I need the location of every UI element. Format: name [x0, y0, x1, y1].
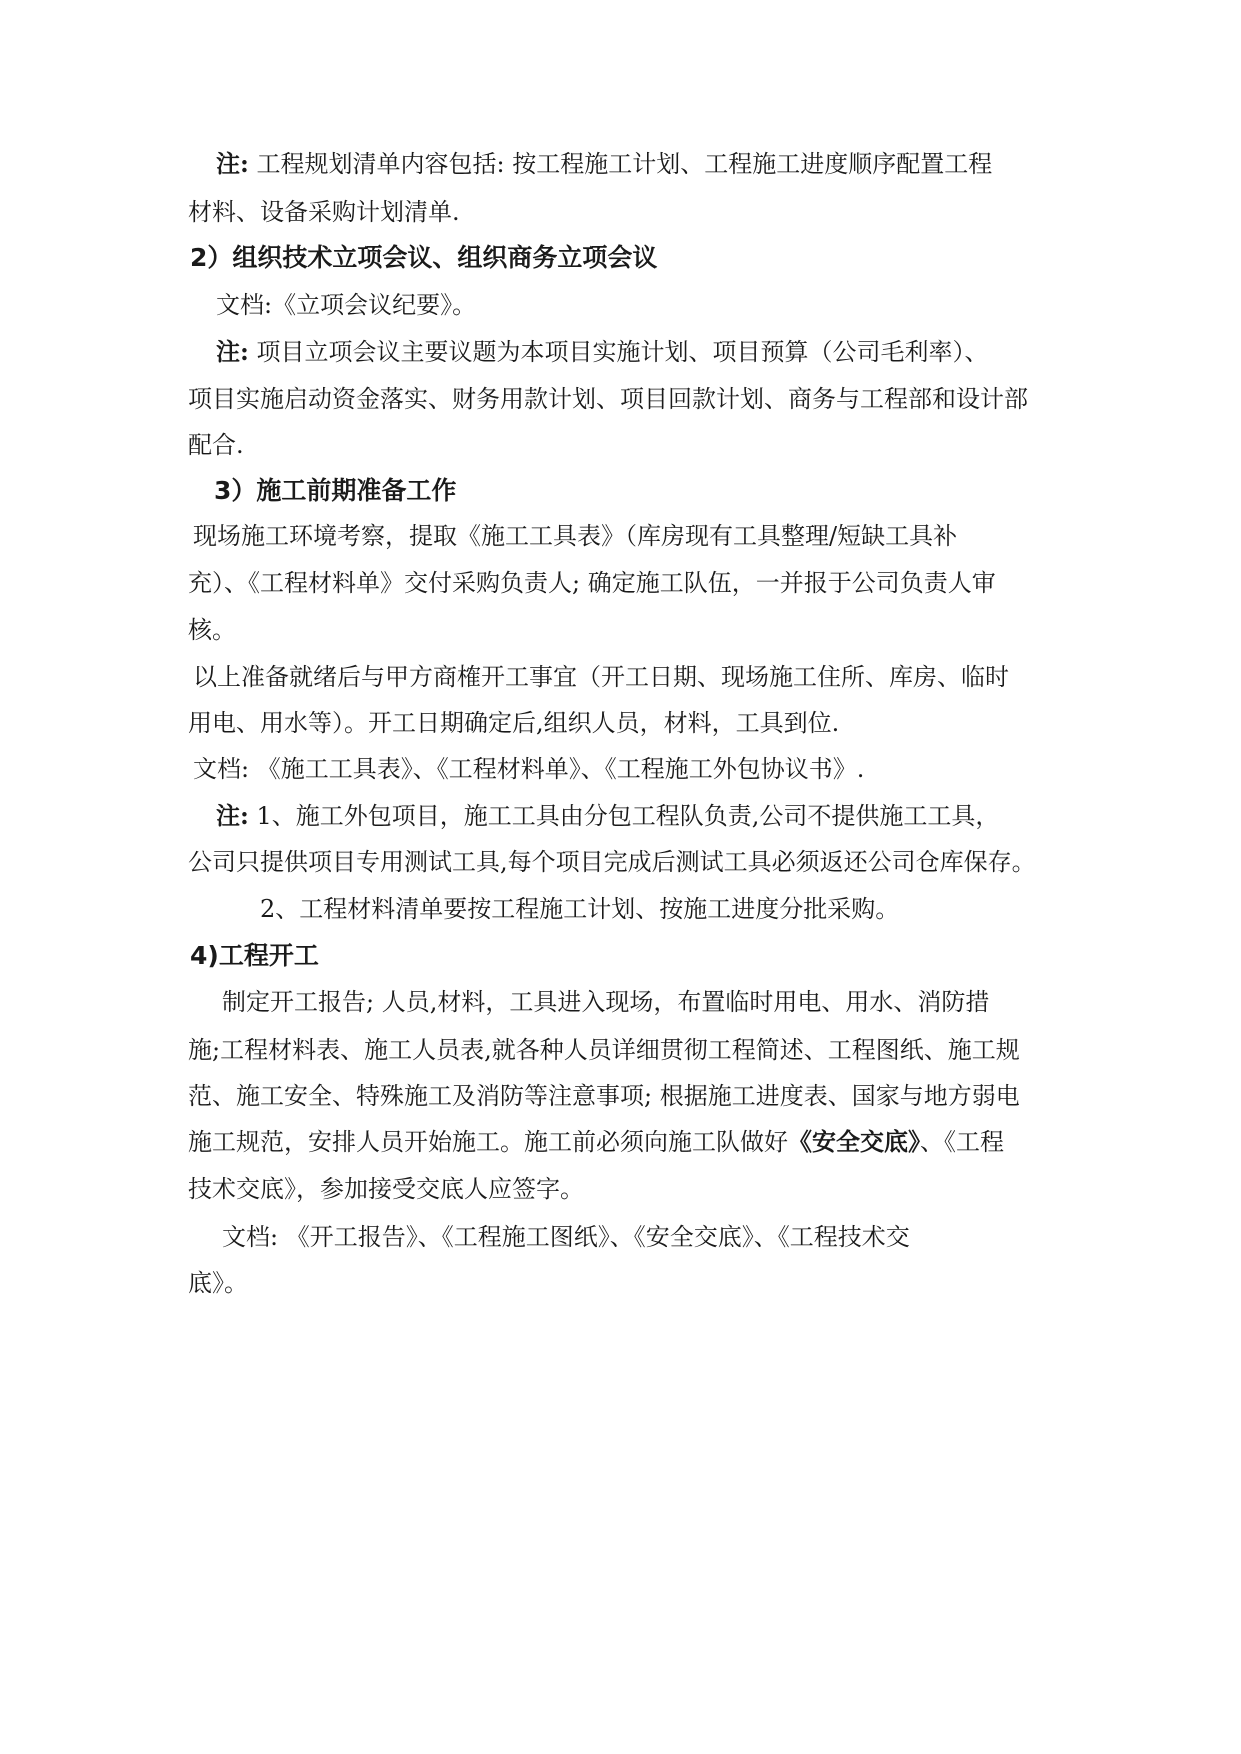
document-line: 文档: 《施工工具表》、《工程材料单》、《工程施工外包协议书》. — [193, 755, 865, 783]
paragraph-line: 以上准备就绪后与甲方商榷开工事宜（开工日期、现场施工住所、库房、临时 — [193, 663, 1009, 691]
note-text: 1、施工外包项目，施工工具由分包工程队负责,公司不提供施工工具， — [248, 802, 1000, 830]
paragraph-line: 核。 — [188, 616, 236, 644]
paragraph-line: 范、施工安全、特殊施工及消防等注意事项; 根据施工进度表、国家与地方弱电 — [188, 1082, 1020, 1110]
note-label: 注: — [216, 801, 249, 830]
paragraph-line: 底》。 — [188, 1269, 248, 1297]
paragraph-line: 施;工程材料表、施工人员表,就各种人员详细贯彻工程简述、工程图纸、施工规 — [188, 1036, 1020, 1064]
document-line: 文档:《立项会议纪要》。 — [216, 291, 477, 319]
paragraph-line: 现场施工环境考察，提取《施工工具表》（库房现有工具整理/短缺工具补 — [193, 522, 958, 550]
note-text: 工程规划清单内容包括: 按工程施工计划、工程施工进度顺序配置工程 — [248, 150, 993, 178]
section-heading-3: 3）施工前期准备工作 — [214, 476, 457, 505]
paragraph-line: 技术交底》，参加接受交底人应签字。 — [188, 1175, 584, 1203]
paragraph-line: 项目实施启动资金落实、财务用款计划、项目回款计划、商务与工程部和设计部 — [188, 385, 1028, 413]
note-label: 注: — [216, 337, 249, 366]
note-line-1 — [216, 148, 992, 180]
paragraph-line: 充）、《工程材料单》交付采购负责人; 确定施工队伍，一并报于公司负责人审 — [188, 569, 996, 597]
section-heading-2: 2）组织技术立项会议、组织商务立项会议 — [190, 243, 658, 272]
note-label: 注: — [216, 149, 249, 178]
paragraph-line: 配合. — [188, 431, 244, 459]
note-text: 项目立项会议主要议题为本项目实施计划、项目预算（公司毛利率）、 — [248, 338, 989, 366]
paragraph-line: 公司只提供项目专用测试工具,每个项目完成后测试工具必须返还公司仓库保存。 — [188, 848, 1036, 876]
section-heading-4: 4)工程开工 — [190, 941, 319, 970]
paragraph-line: 2、工程材料清单要按工程施工计划、按施工进度分批采购。 — [260, 895, 900, 923]
bold-segment: 《安全交底》 — [788, 1127, 920, 1156]
paragraph-line: 制定开工报告; 人员,材料，工具进入现场，布置临时用电、用水、消防措 — [222, 988, 990, 1016]
text-segment: 施工规范，安排人员开始施工。施工前必须向施工队做好 — [188, 1128, 788, 1156]
note-line-2 — [216, 336, 989, 368]
text-segment: 、《工程 — [920, 1128, 1004, 1156]
paragraph-line: 材料、设备采购计划清单. — [188, 198, 460, 226]
document-line: 文档: 《开工报告》、《工程施工图纸》、《安全交底》、《工程技术交 — [222, 1223, 910, 1251]
paragraph-line — [188, 1126, 1004, 1158]
note-line-3 — [216, 800, 999, 832]
paragraph-line: 用电、用水等）。开工日期确定后,组织人员，材料，工具到位. — [188, 709, 840, 737]
